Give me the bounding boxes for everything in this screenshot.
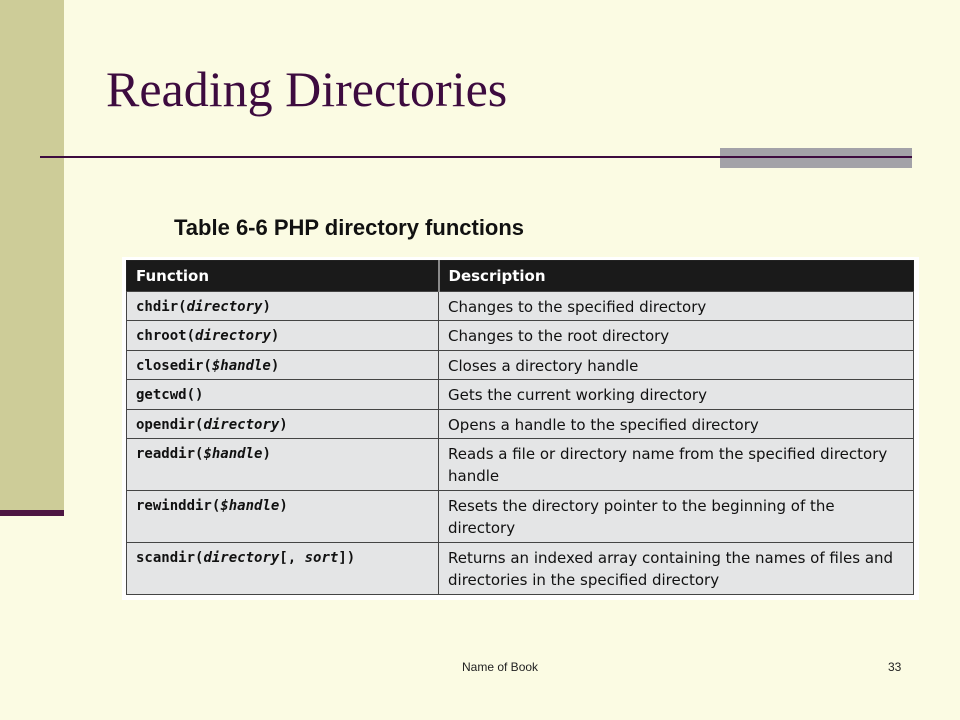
table-row [127,321,914,350]
footer-page-number: 33 [888,660,902,674]
function-close: ) [270,328,280,345]
function-arg: directory [186,299,263,315]
function-name: rewinddir( [136,498,221,515]
footer-book-name: Name of Book [462,660,539,674]
function-cell [127,439,439,491]
table-caption: Table 6-6 PHP directory functions [174,215,525,240]
function-cell [127,543,439,595]
function-cell [127,380,439,409]
function-name: chdir( [136,299,187,315]
left-decor-bar-foot [0,510,64,516]
function-close: ) [262,446,271,463]
left-decor-bar [0,0,64,512]
function-close: ) [279,416,288,433]
function-cell [127,409,439,438]
table-row [127,292,914,321]
table-row [127,350,914,379]
function-name: opendir( [136,416,204,433]
slide-title: Reading Directories [106,61,508,117]
php-directory-functions-table [126,260,914,595]
function-close-2: ]) [338,550,356,567]
title-rule-accent [720,148,912,168]
table-row [127,491,914,543]
title-rule-overlay [720,156,912,158]
table-row [127,409,914,438]
column-header-description: Description [439,261,914,292]
description-cell: Changes to the specified directory [439,292,914,321]
description-cell: Closes a directory handle [439,350,914,379]
description-cell: Reads a file or directory name from the specified directory handle [439,439,914,491]
function-cell [127,350,439,379]
function-name: closedir( [136,357,212,374]
function-arg: $handle [220,498,280,515]
function-close: ) [279,498,288,515]
function-arg: $handle [203,446,263,463]
table-row [127,439,914,491]
description-cell: Opens a handle to the specified directory [439,409,914,438]
description-cell: Gets the current working directory [439,380,914,409]
function-arg-2: sort [304,550,339,567]
description-cell: Changes to the root directory [439,321,914,350]
table-row [127,380,914,409]
description-cell: Returns an indexed array containing the names of files and directories in the specified directory [439,543,914,595]
function-arg: directory [203,550,280,567]
table-frame [122,257,919,600]
function-name: readdir( [136,446,204,463]
function-name: chroot( [136,328,196,345]
description-cell: Resets the directory pointer to the beginning of the directory [439,491,914,543]
function-cell [127,491,439,543]
function-close: ) [270,357,280,374]
function-arg: directory [203,416,280,433]
function-close: [, [279,550,305,567]
function-name: scandir( [136,550,204,567]
function-arg: directory [195,328,271,345]
function-close: ) [262,299,271,315]
column-header-function: Function [127,261,439,292]
table-header-row [127,261,914,292]
function-name: getcwd() [136,387,204,404]
function-arg: $handle [211,357,271,374]
function-cell [127,292,439,321]
table-row [127,543,914,595]
function-cell [127,321,439,350]
